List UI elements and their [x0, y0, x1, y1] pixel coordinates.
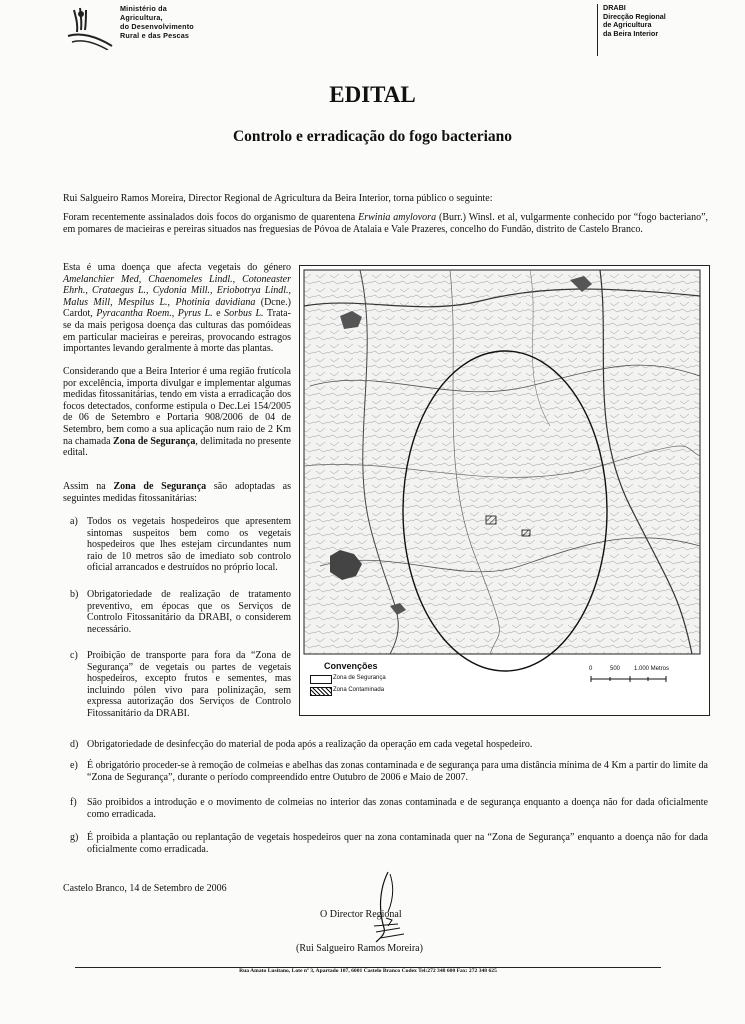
document-title: EDITAL [329, 82, 416, 107]
ministry-line: Rural e das Pescas [120, 31, 190, 40]
footer-address: Rua Amato Lusitano, Lote nº 3, Apartado 107, 6001 Castelo Branco Codex Tel:272 348 600 Fax: 272 348 625 [239, 968, 497, 974]
intro-paragraph: Rui Salgueiro Ramos Moreira, Director Regional de Agricultura da Beira Interior, torna público o seguinte: [63, 193, 493, 204]
map-figure [299, 265, 710, 716]
signature-icon [350, 868, 420, 946]
agency-line: da Beira Interior [603, 28, 659, 38]
place-date: Castelo Branco, 14 de Setembro de 2006 [63, 883, 227, 894]
ministry-line: Ministério da [120, 4, 167, 13]
measure-item: c) Proibição de transporte para fora da “Zona de Segurança” de vegetais ou partes de vegetais hospedeiros, excepto frutos e sementes, mas incluindo pólen vivo para polinização, sem expressa autorização dos Serviços de Controlo Fitossanitário da DRABI. [70, 650, 291, 719]
ministry-header [66, 4, 246, 54]
ministry-line: do Desenvolvimento [120, 22, 194, 31]
legend-item-contaminated-zone: Zona Contaminada [333, 687, 385, 693]
measure-item: f) São proibidos a introdução e o movimento de colmeias no interior das zonas contaminada e de segurança enquanto a doença não for dada oficialmente como erradicada. [70, 797, 708, 820]
paragraph-legislation: Considerando que a Beira Interior é uma região frutícola por excelência, importa divulgar e implementar algumas medidas fitossanitárias, tendo em vista a erradicação dos focos detectados, conforme estipula o Dec.Lei 154/2005 de 06 de Setembro e Portaria 908/2006 de 04 de Setembro, bem como a sua aplicação num raio de 2 Km na chamada Zona de Segurança, delimitada no presente edital. [63, 366, 291, 459]
measure-item: b) Obrigatoriedade de realização de tratamento preventivo, em épocas que os Serviços de Controlo Fitossanitário da DRABI, o considerem necessário. [70, 589, 291, 635]
legend-item-safety-zone: Zona de Segurança [333, 675, 386, 681]
contaminated-zone-swatch [310, 687, 332, 696]
scale-label: 0 [589, 666, 593, 672]
legend-title: Convenções [324, 661, 378, 671]
scale-label: 500 [610, 666, 621, 672]
agency-line: Direcção Regional [603, 11, 666, 21]
paragraph-outbreak: Foram recentemente assinalados dois focos do organismo de quarentena Erwinia amylovora (Burr.) Winsl. et al, vulgarmente conhecido por “fogo bacteriano”, em pomares de macieiras e pereiras situados nas freguesias de Póvoa de Atalaia e Vale Prazeres, concelho do Fundão, distrito de Castelo Branco. [63, 212, 709, 235]
ministry-line: Agricultura, [120, 13, 163, 22]
signature-name: (Rui Salgueiro Ramos Moreira) [296, 943, 423, 954]
safety-zone-swatch [310, 675, 332, 684]
contaminated-zone-mark [522, 530, 530, 536]
agency-line: de Agricultura [603, 20, 652, 30]
topographic-map [300, 266, 708, 714]
signature-title: O Director Regional [320, 909, 402, 920]
agency-header [597, 4, 737, 56]
measure-item: g) É proibida a plantação ou replantação de vegetais hospedeiros quer na zona contaminada quer na “Zona de Segurança” enquanto a doença não for dada oficialmente como erradicada. [70, 832, 708, 855]
species-name: Erwinia amylovora [358, 212, 437, 223]
document-subtitle: Controlo e erradicação do fogo bacteriano [232, 128, 513, 145]
paragraph-disease: Esta é uma doença que afecta vegetais do género Amelanchier Med, Chaenomeles Lindl., Cotoneaster Ehrh., Crataegus L., Cydonia Mill., Eriobotrya Lindl., Malus Mill, Mespilus L., Photinia davidiana (Dcne.) Cardot, Pyracantha Roem., Pyrus L. e Sorbus L. Trata-se da mais perigosa doença das culturas das pomóideas em particular macieiras e pereiras, provocando estragos importantes levando geralmente à morte das plantas. [63, 262, 291, 355]
measure-item: e) É obrigatório proceder-se à remoção de colmeias e abelhas das zonas contaminada e de segurança para uma distância mínima de 4 Km a partir do limite da “Zona de Segurança”, durante o período compreendido entre Outubro de 2006 e Maio de 2007. [70, 760, 708, 783]
contaminated-zone-mark [486, 516, 496, 524]
scale-label: 1.000 Metros [634, 666, 670, 672]
paragraph-measures-intro: Assim na Zona de Segurança são adoptadas as seguintes medidas fitossanitárias: [63, 481, 292, 504]
scale-bar [590, 675, 670, 683]
agency-line: DRABI [603, 3, 626, 12]
measure-item: a) Todos os vegetais hospedeiros que apresentem sintomas suspeitos bem como os vegetais hospedeiros que lhes estejam circundantes num raio de 10 metros são de imediato sob controlo oficial arrancados e destruídos no próprio local. [70, 516, 291, 574]
measure-item: d) Obrigatoriedade de desinfecção do material de poda após a realização da operação em cada vegetal hospedeiro. [70, 739, 533, 750]
ministry-logo-icon [66, 6, 114, 50]
